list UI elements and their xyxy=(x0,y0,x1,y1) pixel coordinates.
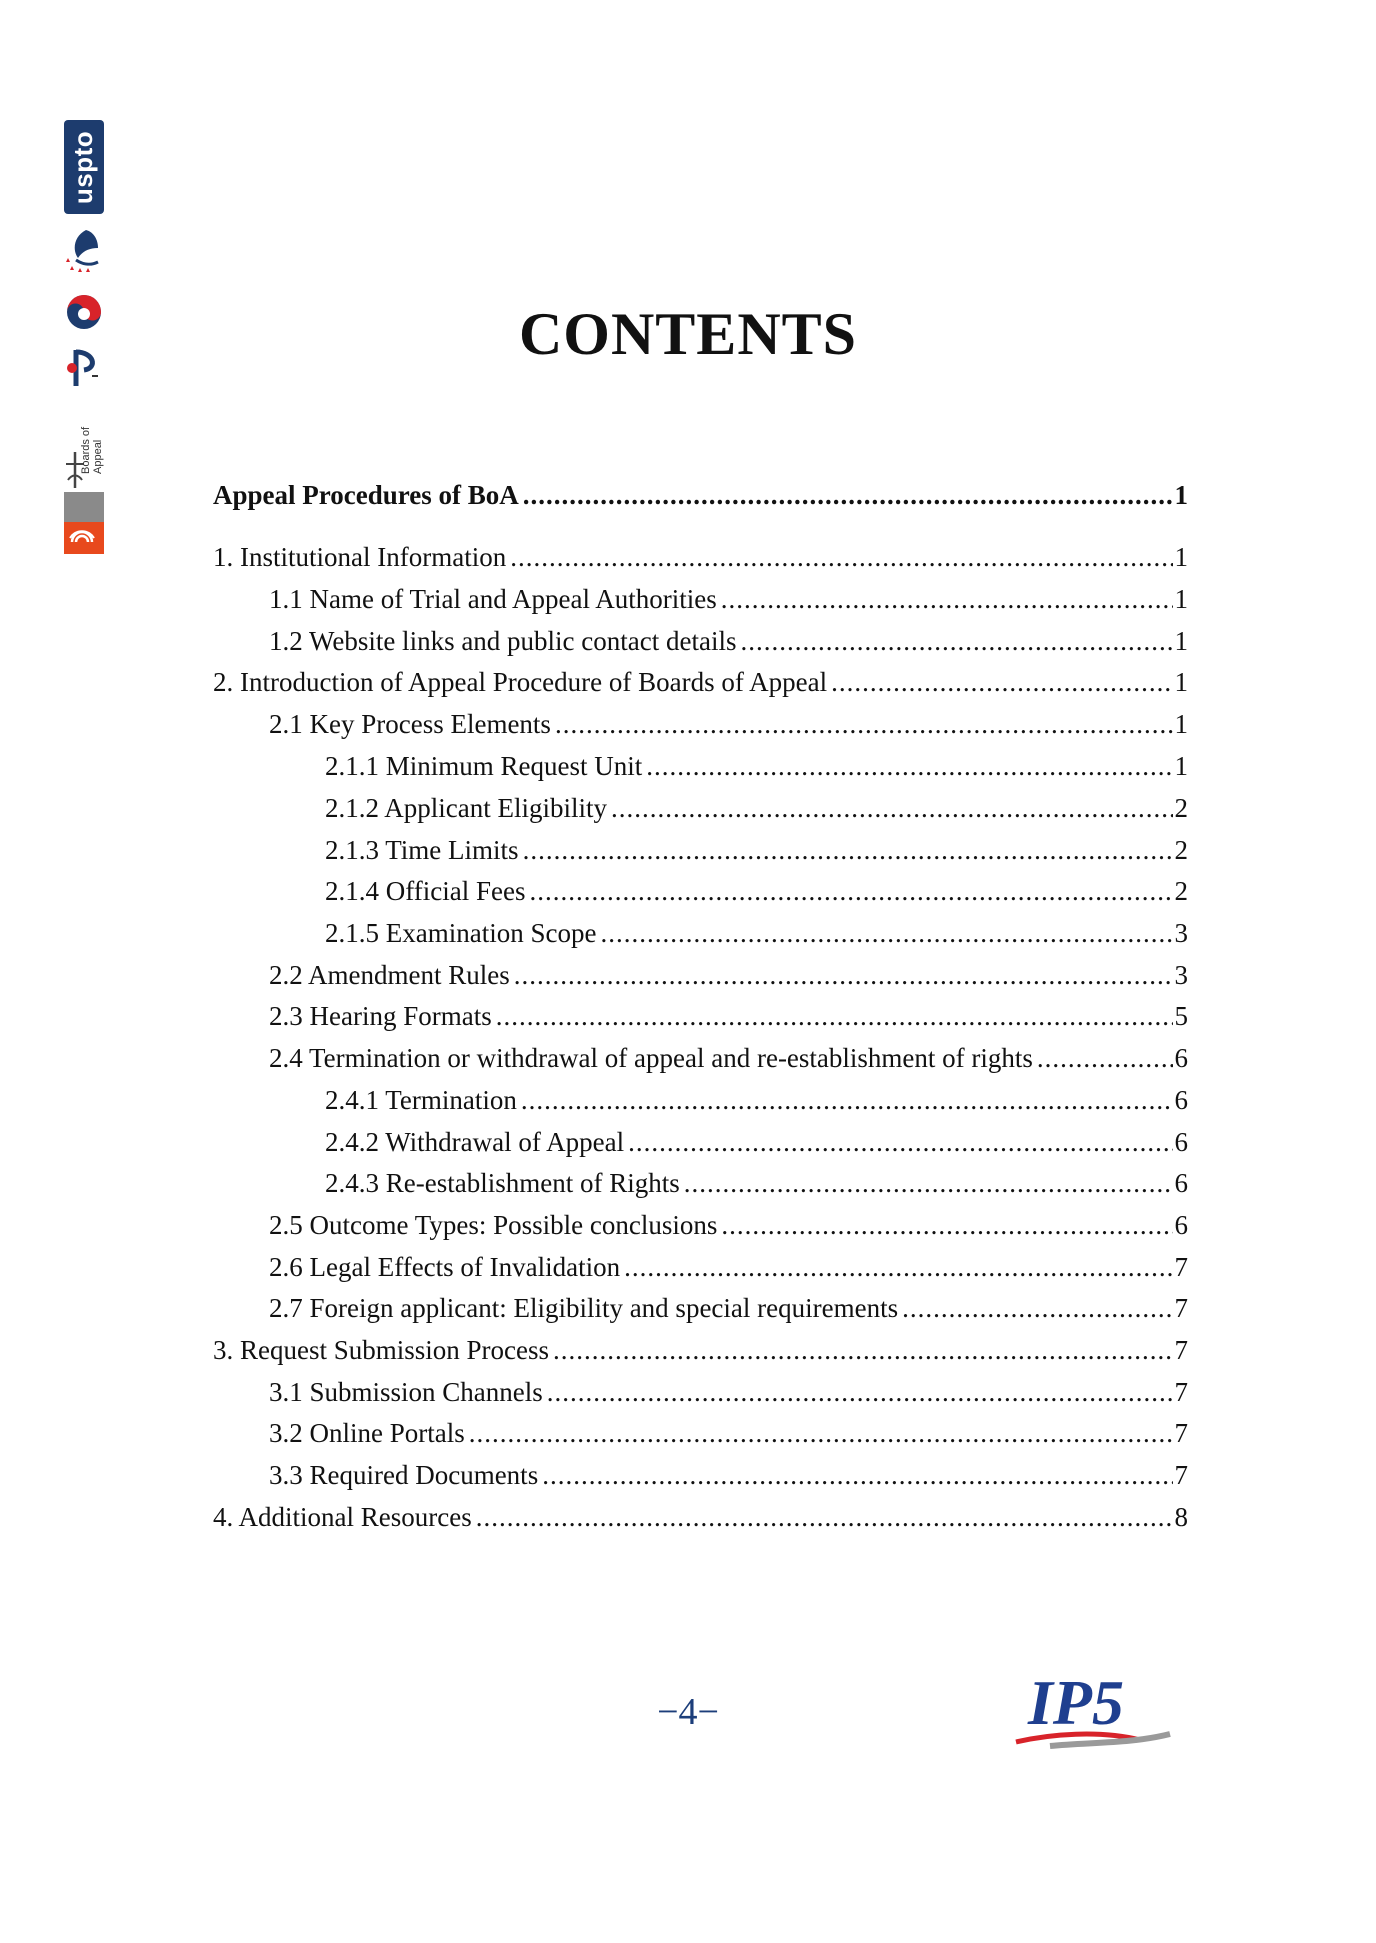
toc-entry[interactable] xyxy=(269,626,1188,662)
toc-leader-dots xyxy=(646,751,1172,782)
toc-leader-dots xyxy=(740,626,1172,657)
toc-entry-page: 6 xyxy=(1174,1127,1188,1157)
toc-entry-title: 2.5 Outcome Types: Possible conclusions xyxy=(269,1210,718,1240)
toc-leader-dots xyxy=(624,1252,1172,1283)
toc-entry[interactable] xyxy=(269,709,1188,745)
uspto-logo-text: uspto xyxy=(68,130,99,204)
toc-entry[interactable] xyxy=(325,835,1188,871)
euipo-logo xyxy=(64,492,104,554)
toc-entry-title: 2. Introduction of Appeal Procedure of Boards of Appeal xyxy=(213,667,828,697)
toc-entry-title: 3.1 Submission Channels xyxy=(269,1377,543,1407)
ip5-logo-text: IP5 xyxy=(1028,1667,1124,1738)
toc-entry-page: 6 xyxy=(1174,1168,1188,1198)
toc-entry-title: 3.2 Online Portals xyxy=(269,1418,465,1448)
toc-leader-dots xyxy=(611,793,1173,824)
toc-entry-page: 8 xyxy=(1174,1502,1188,1532)
toc-entry-title: 2.1.1 Minimum Request Unit xyxy=(325,751,643,781)
toc-leader-dots xyxy=(521,1085,1173,1116)
boa-logo-text: Boards of Appeal xyxy=(80,426,104,474)
toc-entry[interactable] xyxy=(269,1377,1188,1413)
toc-entry-title: 2.7 Foreign applicant: Eligibility and special requirements xyxy=(269,1293,899,1323)
toc-entry-title: 2.1.5 Examination Scope xyxy=(325,918,597,948)
toc-entry[interactable] xyxy=(325,876,1188,912)
toc-entry[interactable] xyxy=(325,1168,1188,1204)
toc-entry[interactable] xyxy=(269,960,1188,996)
toc-entry-page: 2 xyxy=(1174,835,1188,865)
toc-entry[interactable] xyxy=(269,1252,1188,1288)
toc-entry[interactable] xyxy=(213,480,1188,516)
toc-leader-dots xyxy=(902,1293,1172,1324)
uspto-logo xyxy=(64,120,104,214)
toc-leader-dots xyxy=(529,876,1172,907)
toc-entry[interactable] xyxy=(325,918,1188,954)
cnipa-logo xyxy=(64,228,104,274)
toc-leader-dots xyxy=(547,1377,1173,1408)
toc-leader-dots xyxy=(553,1335,1172,1366)
toc-entry-title: 2.1.4 Official Fees xyxy=(325,876,526,906)
toc-leader-dots xyxy=(684,1168,1173,1199)
ip5-logo xyxy=(1010,1650,1190,1760)
boards-of-appeal-logo xyxy=(64,404,104,494)
toc-entry-page: 7 xyxy=(1174,1293,1188,1323)
toc-entry[interactable] xyxy=(325,1127,1188,1163)
toc-leader-dots xyxy=(469,1418,1173,1449)
toc-entry[interactable] xyxy=(269,1210,1188,1246)
toc-entry[interactable] xyxy=(269,1418,1188,1454)
toc-entry-title: 2.4.2 Withdrawal of Appeal xyxy=(325,1127,625,1157)
toc-leader-dots xyxy=(476,1502,1173,1533)
toc-leader-dots xyxy=(496,1001,1173,1032)
toc-leader-dots xyxy=(510,542,1172,573)
toc-entry-page: 1 xyxy=(1174,667,1188,697)
toc-entry-title: 2.6 Legal Effects of Invalidation xyxy=(269,1252,621,1282)
toc-entry-page: 1 xyxy=(1174,626,1188,656)
toc-entry[interactable] xyxy=(269,1293,1188,1329)
toc-entry-page: 6 xyxy=(1174,1210,1188,1240)
toc-entry[interactable] xyxy=(269,584,1188,620)
toc-entry-title: 4. Additional Resources xyxy=(213,1502,472,1532)
toc-leader-dots xyxy=(721,584,1173,615)
toc-entry[interactable] xyxy=(325,1085,1188,1121)
toc-leader-dots xyxy=(628,1127,1172,1158)
toc-entry-title: 2.4 Termination or withdrawal of appeal and re-establishment of rights xyxy=(269,1043,1033,1073)
toc-entry-page: 7 xyxy=(1174,1377,1188,1407)
toc-entry-page: 5 xyxy=(1174,1001,1188,1031)
toc-entry[interactable] xyxy=(213,667,1188,703)
toc-entry-page: 2 xyxy=(1174,876,1188,906)
toc-entry-title: 3. Request Submission Process xyxy=(213,1335,550,1365)
toc-entry-page: 1 xyxy=(1174,542,1188,572)
toc-entry-title: Appeal Procedures of BoA xyxy=(213,480,519,510)
toc-entry-title: 2.4.3 Re-establishment of Rights xyxy=(325,1168,680,1198)
toc-entry-page: 7 xyxy=(1174,1460,1188,1490)
toc-entry-page: 1 xyxy=(1174,480,1188,510)
toc-entry[interactable] xyxy=(269,1460,1188,1496)
toc-entry-title: 2.3 Hearing Formats xyxy=(269,1001,492,1031)
toc-entry-page: 1 xyxy=(1174,751,1188,781)
toc-leader-dots xyxy=(523,835,1173,866)
toc-entry-page: 3 xyxy=(1174,960,1188,990)
toc-leader-dots xyxy=(555,709,1173,740)
toc-entry-page: 6 xyxy=(1174,1085,1188,1115)
toc-entry-page: 1 xyxy=(1174,709,1188,739)
toc-entry-page: 1 xyxy=(1174,584,1188,614)
toc-entry-page: 7 xyxy=(1174,1335,1188,1365)
toc-entry-page: 3 xyxy=(1174,918,1188,948)
toc-entry-title: 1.1 Name of Trial and Appeal Authorities xyxy=(269,584,717,614)
toc-entry-title: 2.1 Key Process Elements xyxy=(269,709,551,739)
toc-leader-dots xyxy=(1037,1043,1173,1074)
toc-entry-title: 1. Institutional Information xyxy=(213,542,507,572)
toc-leader-dots xyxy=(600,918,1172,949)
toc-entry[interactable] xyxy=(269,1043,1188,1079)
toc-entry[interactable] xyxy=(325,751,1188,787)
toc-entry-page: 7 xyxy=(1174,1252,1188,1282)
toc-entry-title: 3.3 Required Documents xyxy=(269,1460,539,1490)
toc-entry[interactable] xyxy=(213,1335,1188,1371)
toc-entry-page: 2 xyxy=(1174,793,1188,823)
toc-leader-dots xyxy=(831,667,1172,698)
toc-entry-title: 1.2 Website links and public contact details xyxy=(269,626,737,656)
toc-entry[interactable] xyxy=(213,542,1188,578)
toc-entry-title: 2.1.2 Applicant Eligibility xyxy=(325,793,607,823)
toc-entry-page: 7 xyxy=(1174,1418,1188,1448)
toc-entry-title: 2.1.3 Time Limits xyxy=(325,835,519,865)
toc-entry-page: 6 xyxy=(1174,1043,1188,1073)
page-title: CONTENTS xyxy=(518,301,858,367)
toc-leader-dots xyxy=(721,1210,1172,1241)
toc-entry[interactable] xyxy=(325,793,1188,829)
toc-entry[interactable] xyxy=(269,1001,1188,1037)
page-number: −4− xyxy=(657,1691,719,1733)
toc-entry[interactable] xyxy=(213,1502,1188,1538)
toc-entry-title: 2.4.1 Termination xyxy=(325,1085,517,1115)
toc-leader-dots xyxy=(514,960,1173,991)
toc-leader-dots xyxy=(542,1460,1172,1491)
toc-entry-title: 2.2 Amendment Rules xyxy=(269,960,510,990)
toc-leader-dots xyxy=(523,480,1173,511)
